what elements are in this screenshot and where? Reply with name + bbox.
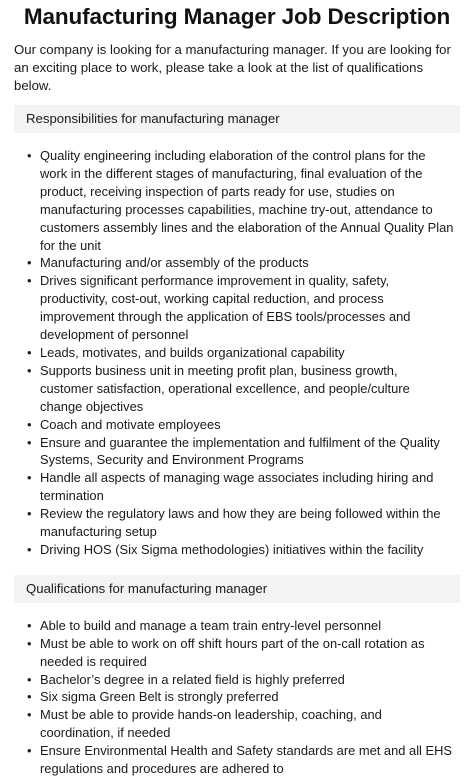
list-item bbox=[27, 671, 460, 689]
list-item bbox=[27, 362, 460, 416]
list-item-text: Leads, motivates, and builds organizational capability bbox=[40, 344, 345, 360]
bullet-icon: • bbox=[27, 689, 32, 705]
bullet-icon: • bbox=[27, 743, 32, 759]
bullet-icon: • bbox=[27, 434, 32, 450]
list-item-text: Quality engineering including elaboration of the control plans for the work in the different stages of manufacturing, final evaluation of the product, receiving inspection of parts ready for use, studies on manufacturing processes capabilities, machine try-out, attendance to customers assembly lines and the elaboration of the Annual Quality Plan for the unit bbox=[40, 148, 454, 253]
list-item-text: Driving HOS (Six Sigma methodologies) initiatives within the facility bbox=[40, 541, 424, 557]
section-spacer bbox=[14, 559, 460, 575]
list-item bbox=[27, 505, 460, 541]
bullet-icon: • bbox=[27, 470, 32, 486]
list-item bbox=[27, 541, 460, 559]
qualifications-list bbox=[14, 617, 460, 778]
bullet-icon: • bbox=[27, 707, 32, 723]
list-item bbox=[27, 254, 460, 272]
list-item bbox=[27, 635, 460, 671]
list-item bbox=[27, 688, 460, 706]
list-item-text: Must be able to work on off shift hours part of the on-call rotation as needed is required bbox=[40, 635, 425, 669]
intro-paragraph: Our company is looking for a manufacturing manager. If you are looking for an exciting place to work, please take a look at the list of qualifications below. bbox=[14, 42, 451, 93]
list-item bbox=[27, 272, 460, 344]
bullet-icon: • bbox=[27, 344, 32, 360]
list-item-text: Coach and motivate employees bbox=[40, 416, 221, 432]
list-item-text: Handle all aspects of managing wage associates including hiring and termination bbox=[40, 470, 434, 504]
bullet-icon: • bbox=[27, 635, 32, 651]
list-item bbox=[27, 434, 460, 470]
bullet-icon: • bbox=[27, 506, 32, 522]
job-description-page bbox=[0, 3, 474, 777]
list-item-text: Ensure and guarantee the implementation and fulfilment of the Quality Systems, Security and Environment Programs bbox=[40, 434, 440, 468]
list-item bbox=[27, 469, 460, 505]
page-title: Manufacturing Manager Job Description bbox=[23, 4, 451, 29]
bullet-icon: • bbox=[27, 617, 32, 633]
list-item-text: Able to build and manage a team train entry-level personnel bbox=[40, 617, 382, 633]
bullet-icon: • bbox=[27, 273, 32, 289]
bullet-icon: • bbox=[27, 255, 32, 271]
list-item-text: Manufacturing and/or assembly of the products bbox=[40, 255, 309, 271]
responsibilities-list bbox=[14, 147, 460, 559]
list-item bbox=[27, 147, 460, 254]
list-item bbox=[27, 742, 460, 778]
bullet-icon: • bbox=[27, 362, 32, 378]
qualifications-header: Qualifications for manufacturing manager bbox=[14, 575, 460, 603]
list-item bbox=[27, 706, 460, 742]
bullet-icon: • bbox=[27, 671, 32, 687]
list-item-text: Supports business unit in meeting profit plan, business growth, customer satisfaction, operational excellence, and people/culture change objectives bbox=[40, 362, 410, 414]
list-item-text: Drives significant performance improvement in quality, safety, productivity, cost-out, working capital reduction, and process improvement through the application of EBS tools/processes and development of personnel bbox=[40, 273, 411, 343]
list-item bbox=[27, 617, 460, 635]
bullet-icon: • bbox=[27, 148, 32, 163]
list-item-text: Bachelor’s degree in a related field is highly preferred bbox=[40, 671, 345, 687]
list-item-text: Six sigma Green Belt is strongly preferred bbox=[40, 689, 279, 705]
list-item-text: Ensure Environmental Health and Safety standards are met and all EHS regulations and procedures are adhered to bbox=[40, 743, 453, 777]
list-item bbox=[27, 416, 460, 434]
responsibilities-header: Responsibilities for manufacturing manager bbox=[14, 105, 460, 133]
list-item bbox=[27, 344, 460, 362]
bullet-icon: • bbox=[27, 416, 32, 432]
bullet-icon: • bbox=[27, 541, 32, 557]
list-item-text: Must be able to provide hands-on leadership, coaching, and coordination, if needed bbox=[40, 707, 382, 741]
list-item-text: Review the regulatory laws and how they are being followed within the manufacturing setup bbox=[40, 506, 441, 540]
